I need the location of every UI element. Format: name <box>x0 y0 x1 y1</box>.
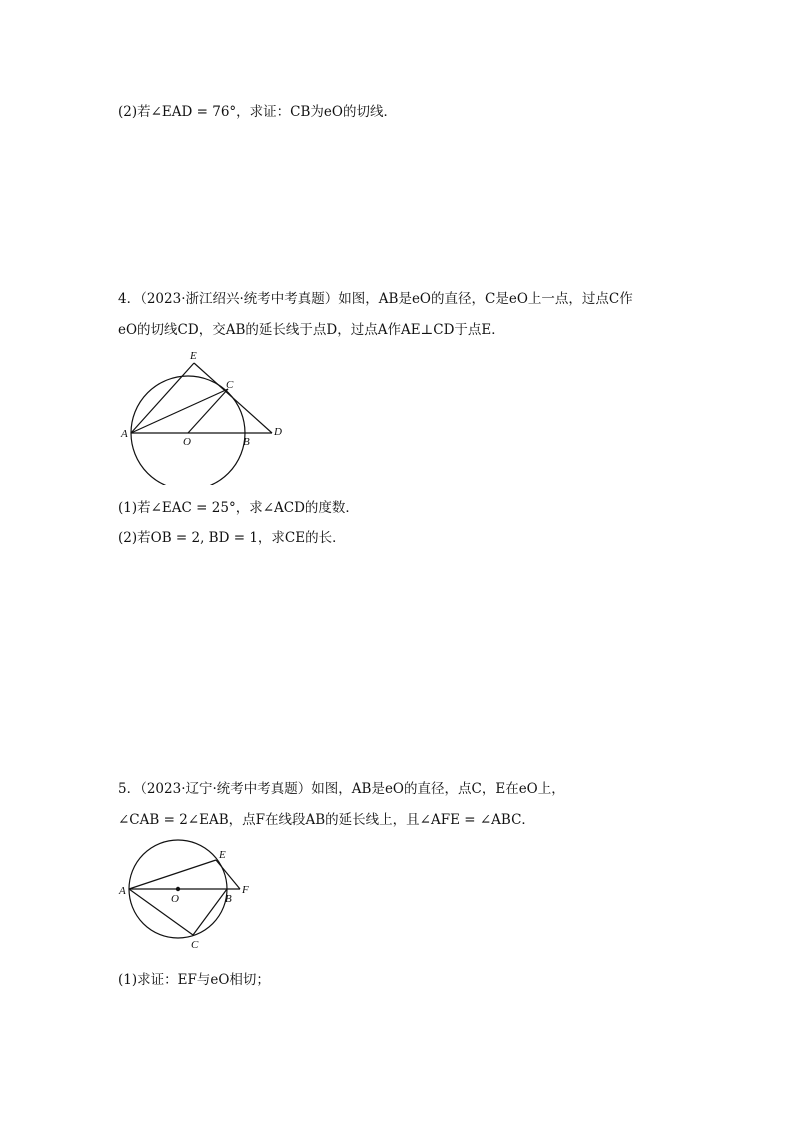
q5-line-EF <box>216 860 240 889</box>
q4-line-ED <box>194 363 272 433</box>
q5-line-AE <box>129 860 216 889</box>
q5-part1: (1)求证：EF与eO相切； <box>118 972 270 988</box>
q5-stem-line2: ∠CAB = 2∠EAB，点F在线段AB的延长线上，且∠AFE = ∠ABC． <box>118 812 535 828</box>
q5-label-B: B <box>225 893 232 905</box>
q4-label-C: C <box>226 379 234 391</box>
q5-center-dot <box>176 887 179 890</box>
q5-label-C: C <box>191 939 199 951</box>
q5-figure <box>118 838 268 957</box>
q4-label-A: A <box>121 428 128 440</box>
q5-label-E: E <box>219 849 226 861</box>
q3-part2: (2)若∠EAD = 76°，求证：CB为eO的切线． <box>118 104 397 120</box>
q4-stem-line2: eO的切线CD，交AB的延长线于点D，过点A作AE⊥CD于点E． <box>118 322 505 338</box>
q4-label-D: D <box>274 426 282 438</box>
q4-label-O: O <box>183 436 191 448</box>
q4-circle <box>131 376 245 485</box>
q4-stem-line1: 4．（2023·浙江绍兴·统考中考真题）如图，AB是eO的直径，C是eO上一点，过点C作 <box>118 291 633 307</box>
q5-label-A: A <box>119 885 126 897</box>
q5-label-F: F <box>242 884 249 896</box>
q4-part2: (2)若OB = 2, BD = 1，求CE的长． <box>118 530 346 546</box>
q4-label-E: E <box>190 350 197 362</box>
q4-line-OC <box>188 389 228 433</box>
q4-part1: (1)若∠EAC = 25°，求∠ACD的度数． <box>118 500 359 516</box>
q5-label-O: O <box>171 893 179 905</box>
q5-line-AC <box>129 889 193 935</box>
q4-line-AE <box>131 363 194 433</box>
q4-label-B: B <box>243 436 250 448</box>
q4-figure <box>118 345 293 489</box>
q5-stem-line1: 5．（2023·辽宁·统考中考真题）如图，AB是eO的直径，点C，E在eO上， <box>118 781 565 797</box>
